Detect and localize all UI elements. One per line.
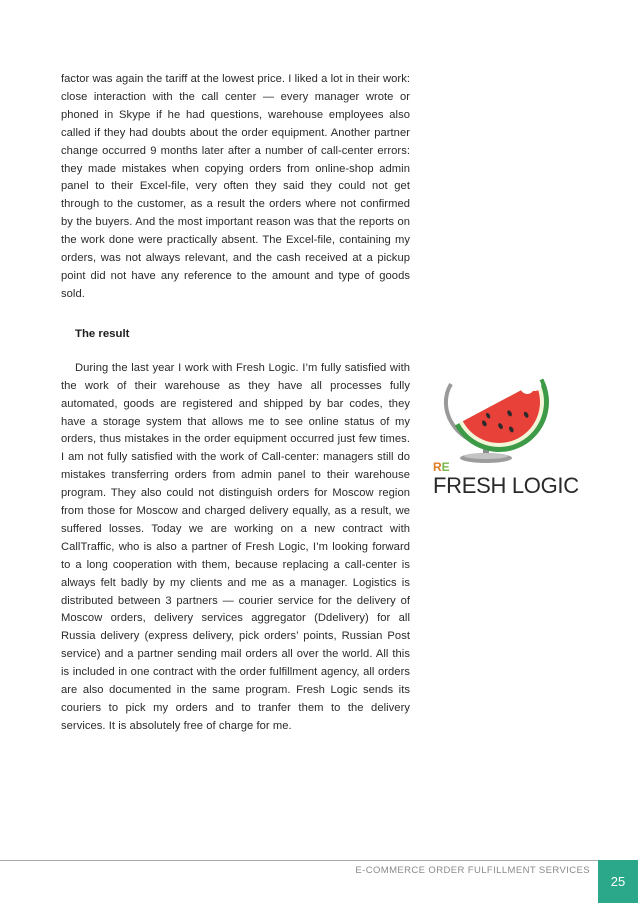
logo-letter-r: R [433, 460, 442, 474]
logo-letter-e: E [441, 460, 450, 474]
footer-title: E-COMMERCE ORDER FULFILLMENT SERVICES [355, 865, 590, 876]
body-paragraph: During the last year I work with Fresh Logic. I’m fully satisfied with the work of their warehouse as they have all processes fully automated, goods are registered and shipped by bar codes, they have a storage system that allows me to see online status of my orders, thus mistakes in the order equipment occurred just few times. I am not fully satisfied with the work of Call-center: managers still do mistakes transferring orders from admin panel to their warehouse program. They also could not distinguish orders for Moscow region from those for Moscow and charged delivery equally, as a result, we suffered losses. Today we are working on a new contract with CallTraffic, who is also a partner of Fresh Logic, I’m looking forward to a long cooperation with them, because replacing a call-center is always felt badly by my clients and me as a manager. Logistics is distributed between 3 partners — courier service for the delivery of Moscow orders, delivery services aggregator (Ddelivery) for all Russia delivery (express delivery, pick orders’ points, Russian Post service) and a partner sending mail orders all over the world. All this is included in one contract with the order fulfillment agency, all orders are also documented in the same program. Fresh Logic sends its couriers to pick my orders and to tranfer them to the delivery services. It is absolutely free of charge for me. [61, 361, 410, 732]
logo-wordmark: FRESH LOGIC [433, 473, 579, 498]
section-heading: The result [75, 327, 130, 340]
watermelon-globe-icon [431, 354, 556, 466]
logo-re-mark [433, 461, 450, 473]
body-paragraph: factor was again the tariff at the lowest price. I liked a lot in their work: close interaction with the call center — every manager wrote or phoned in Skype if he had questions, warehouse employees also called if they had doubts about the order equipment. Another partner change occurred 9 months later after a number of call-center errors: they made mistakes when copying orders from online-shop admin panel to their Excel-file, very often they said they could not get through to the customer, as a result the orders where not confirmed by the buyers. And the most important reason was that the reports on the work done were practically absent. The Excel-file, containing my orders, was not always relevant, and the cash received at a pickup point did not have any reference to the amount and type of goods sold. [61, 73, 410, 300]
article-column [61, 71, 410, 736]
page-number: 25 [598, 860, 638, 903]
fresh-logic-logo [431, 354, 586, 499]
footer-divider [0, 860, 598, 861]
